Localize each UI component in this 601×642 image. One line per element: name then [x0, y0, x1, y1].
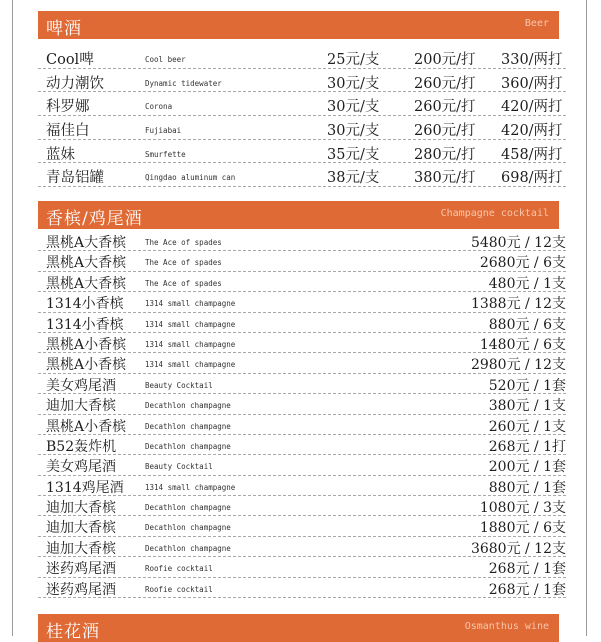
beer-name-en: Fujiabai [145, 126, 182, 136]
drink-name-zh: 黑桃A大香槟 [46, 235, 127, 251]
drink-price: 1388元 / 12支 [470, 296, 566, 313]
champagne-row [38, 374, 566, 394]
drink-name-en: Beauty Cocktail [145, 380, 213, 390]
drink-price: 380元 / 1支 [488, 398, 566, 415]
beer-row [38, 69, 566, 93]
osmanthus-section-title: 桂花酒 [46, 622, 100, 642]
beer-row [38, 116, 566, 140]
drink-price: 5480元 / 12支 [470, 235, 566, 251]
price-per-dozen: 260元/打 [414, 123, 476, 140]
price-per-dozen: 380元/打 [414, 170, 476, 187]
drink-price: 3680元 / 12支 [470, 540, 566, 557]
champagne-section-header [38, 201, 559, 229]
drink-name-en: Roofie cocktail [145, 584, 213, 594]
beer-row [38, 45, 566, 69]
drink-name-en: 1314 small champagne [145, 360, 236, 370]
drink-name-zh: 黑桃A小香槟 [46, 357, 127, 374]
drink-name-en: The Ace of spades [145, 278, 222, 288]
champagne-row [38, 516, 566, 536]
beer-section-title: 啤酒 [46, 19, 82, 39]
drink-name-en: The Ace of spades [145, 238, 222, 247]
osmanthus-section-header [38, 614, 559, 642]
drink-price: 268元 / 1套 [488, 581, 566, 598]
beer-name-zh: 福佳白 [46, 123, 90, 140]
drink-price: 268元 / 1套 [488, 561, 566, 578]
drink-price: 2980元 / 12支 [470, 357, 566, 374]
drink-name-zh: 迪加大香槟 [46, 398, 116, 415]
drink-name-zh: 迪加大香槟 [46, 540, 116, 557]
drink-price: 520元 / 1套 [488, 377, 566, 394]
drink-name-en: Decathlon champagne [145, 441, 231, 451]
drink-name-zh: 黑桃A大香槟 [46, 255, 127, 272]
beer-name-en: Smurfette [145, 149, 186, 159]
drink-name-en: Decathlon champagne [145, 523, 231, 533]
price-per-bottle: 25元/支 [327, 52, 380, 68]
drink-price: 1480元 / 6支 [479, 336, 566, 353]
price-per-dozen: 200元/打 [414, 52, 476, 68]
drink-name-en: 1314 small champagne [145, 319, 236, 329]
drink-name-en: 1314 small champagne [145, 299, 236, 309]
beer-name-zh: 蓝妹 [46, 146, 75, 163]
drink-name-zh: 黑桃A小香槟 [46, 418, 127, 435]
price-per-two-dozen: 420/两打 [501, 99, 563, 116]
champagne-row [38, 292, 566, 312]
price-per-bottle: 30元/支 [327, 75, 380, 92]
drink-name-en: Decathlon champagne [145, 421, 231, 431]
price-per-bottle: 38元/支 [327, 170, 380, 187]
drink-name-zh: 黑桃A大香槟 [46, 275, 127, 292]
beer-name-en: Qingdao aluminum can [145, 173, 236, 183]
beer-row [38, 140, 566, 164]
champagne-row [38, 394, 566, 414]
price-per-bottle: 30元/支 [327, 99, 380, 116]
champagne-section-subtitle: Champagne cocktail [440, 208, 549, 219]
champagne-row [38, 353, 566, 373]
champagne-row [38, 537, 566, 557]
beer-name-en: Cool beer [145, 55, 186, 64]
beer-name-zh: 动力潮饮 [46, 75, 104, 92]
drink-name-zh: 迪加大香槟 [46, 520, 116, 537]
drink-name-en: Decathlon champagne [145, 543, 231, 553]
page-border-left [12, 0, 13, 636]
page-border-right [586, 0, 587, 636]
champagne-row [38, 578, 566, 598]
drink-price: 268元 / 1打 [488, 438, 566, 455]
drink-name-en: Decathlon champagne [145, 503, 231, 513]
champagne-row [38, 435, 566, 455]
champagne-list [38, 231, 566, 598]
champagne-section-title: 香槟/鸡尾酒 [46, 209, 143, 229]
price-per-two-dozen: 330/两打 [501, 52, 563, 68]
price-per-two-dozen: 698/两打 [501, 170, 563, 187]
drink-price: 200元 / 1套 [488, 459, 566, 476]
beer-name-zh: 科罗娜 [46, 99, 90, 116]
drink-name-en: Roofie cocktail [145, 564, 213, 574]
price-per-dozen: 260元/打 [414, 75, 476, 92]
drink-price: 1880元 / 6支 [479, 520, 566, 537]
beer-section-subtitle: Beer [524, 18, 549, 29]
price-per-bottle: 35元/支 [327, 146, 380, 163]
drink-price: 480元 / 1支 [488, 275, 566, 292]
beer-list [38, 45, 566, 187]
drink-name-zh: 迪加大香槟 [46, 500, 116, 517]
champagne-row [38, 251, 566, 271]
champagne-row [38, 313, 566, 333]
champagne-row [38, 557, 566, 577]
price-per-dozen: 280元/打 [414, 146, 476, 163]
drink-price: 1080元 / 3支 [479, 500, 566, 517]
drink-name-zh: 迷药鸡尾酒 [46, 581, 116, 598]
drink-name-zh: 1314小香槟 [46, 296, 124, 313]
drink-name-zh: 美女鸡尾酒 [46, 459, 116, 476]
drink-name-zh: 美女鸡尾酒 [46, 377, 116, 394]
beer-name-en: Corona [145, 102, 173, 112]
champagne-row [38, 231, 566, 251]
drink-price: 880元 / 1套 [488, 479, 566, 496]
price-per-two-dozen: 420/两打 [501, 123, 563, 140]
drink-name-en: 1314 small champagne [145, 339, 236, 349]
price-per-bottle: 30元/支 [327, 123, 380, 140]
drink-price: 2680元 / 6支 [479, 255, 566, 272]
champagne-row [38, 415, 566, 435]
drink-name-zh: 1314鸡尾酒 [46, 479, 124, 496]
price-per-two-dozen: 458/两打 [501, 146, 563, 163]
drink-name-zh: B52轰炸机 [46, 438, 117, 455]
beer-row [38, 92, 566, 116]
champagne-row [38, 272, 566, 292]
drink-name-en: 1314 small champagne [145, 482, 236, 492]
price-per-dozen: 260元/打 [414, 99, 476, 116]
price-per-two-dozen: 360/两打 [501, 75, 563, 92]
beer-section-header [38, 11, 559, 39]
drink-name-zh: 黑桃A小香槟 [46, 336, 127, 353]
drink-name-en: The Ace of spades [145, 258, 222, 268]
beer-name-en: Dynamic tidewater [145, 78, 222, 88]
champagne-row [38, 333, 566, 353]
beer-name-zh: 青岛铝罐 [46, 170, 104, 187]
beer-row [38, 163, 566, 187]
drink-name-en: Beauty Cocktail [145, 462, 213, 472]
beer-name-zh: Cool啤 [46, 52, 94, 68]
osmanthus-section-subtitle: Osmanthus wine [464, 621, 549, 632]
drink-price: 880元 / 6支 [488, 316, 566, 333]
drink-name-en: Decathlon champagne [145, 401, 231, 411]
champagne-row [38, 455, 566, 475]
drink-name-zh: 迷药鸡尾酒 [46, 561, 116, 578]
drink-price: 260元 / 1支 [488, 418, 566, 435]
champagne-row [38, 496, 566, 516]
champagne-row [38, 476, 566, 496]
drink-name-zh: 1314小香槟 [46, 316, 124, 333]
